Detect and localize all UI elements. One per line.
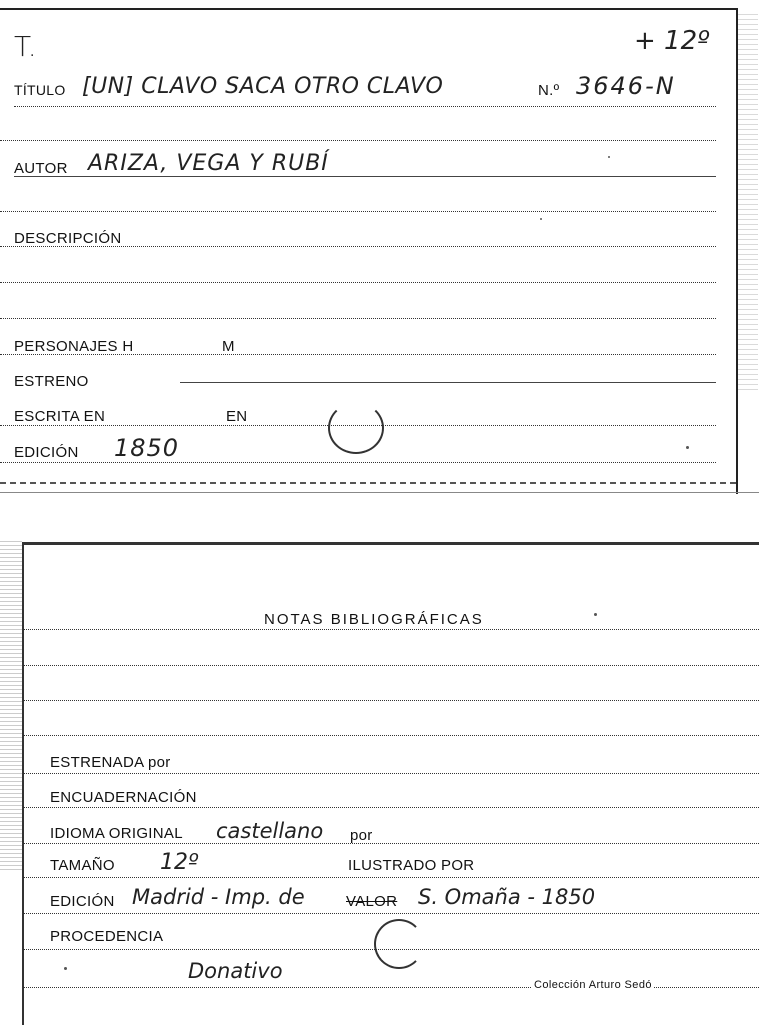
front-bottom-rule: [0, 492, 759, 493]
estrenada-rule: [24, 773, 759, 774]
idioma-label: IDIOMA ORIGINAL: [50, 825, 183, 842]
idioma-rule: [24, 843, 759, 844]
encuadernacion-rule: [24, 807, 759, 808]
edicion-b-value-b: S. Omaña - 1850: [418, 885, 596, 909]
autor-value: ARIZA, VEGA Y RUBÍ: [88, 151, 329, 176]
idioma-value: castellano: [216, 819, 324, 843]
edicion-rule: [0, 462, 716, 463]
library-stamp: [328, 402, 384, 454]
titulo-rule: [14, 106, 716, 107]
rule-b4: [24, 735, 759, 736]
corner-mark: + 12º: [634, 26, 710, 56]
personajes-rule: [0, 354, 716, 355]
speck: [686, 446, 689, 449]
personajes-m-label: M: [222, 338, 235, 355]
titulo-value: [UN] CLAVO SACA OTRO CLAVO: [82, 74, 444, 99]
rule-3: [0, 211, 716, 212]
scan-edge-noise: [738, 10, 758, 390]
collection-credit: Colección Arturo Sedó: [534, 979, 652, 991]
procedencia-value: Donativo: [188, 959, 283, 983]
rule-5: [0, 282, 716, 283]
rule-b2: [24, 665, 759, 666]
autor-label: AUTOR: [14, 160, 68, 177]
edicion-b-value-a: Madrid - Imp. de: [132, 885, 305, 909]
numero-label: N.º: [538, 82, 560, 99]
type-letter: T.: [14, 30, 37, 63]
rule-2: [0, 140, 716, 141]
personajes-label: PERSONAJES H: [14, 338, 134, 355]
notas-header: NOTAS BIBLIOGRÁFICAS: [264, 611, 484, 628]
front-bottom-edge: [0, 482, 736, 484]
library-stamp: [374, 919, 424, 969]
tamano-value: 12º: [160, 850, 199, 875]
catalog-card-front: [0, 8, 738, 494]
rule-6: [0, 318, 716, 319]
speck: [64, 967, 67, 970]
notas-rule: [24, 629, 759, 630]
encuadernacion-label: ENCUADERNACIÓN: [50, 789, 197, 806]
speck: [594, 613, 597, 616]
edicion-b-label: EDICIÓN: [50, 893, 115, 910]
numero-value: 3646-N: [576, 72, 676, 100]
speck: [540, 218, 542, 220]
valor-label: VALOR: [346, 893, 398, 910]
speck: [608, 156, 610, 158]
edicion-label: EDICIÓN: [14, 444, 79, 461]
estreno-rule: [180, 382, 716, 383]
scan-edge-noise: [0, 540, 22, 870]
escrita-label: ESCRITA EN: [14, 408, 106, 425]
titulo-label: TÍTULO: [14, 82, 66, 98]
descripcion-label: DESCRIPCIÓN: [14, 230, 122, 247]
procedencia-label: PROCEDENCIA: [50, 928, 164, 945]
tamano-rule: [24, 877, 759, 878]
autor-rule: [14, 176, 716, 177]
descripcion-rule: [0, 246, 716, 247]
catalog-card-back: [22, 542, 759, 1025]
en-label: EN: [226, 408, 248, 425]
edicion-b-rule: [24, 913, 759, 914]
tamano-label: TAMAÑO: [50, 857, 115, 874]
estrenada-label: ESTRENADA por: [50, 754, 171, 771]
ilustrado-label: ILUSTRADO POR: [348, 857, 475, 874]
edicion-value: 1850: [114, 434, 180, 462]
idioma-por-label: por: [350, 827, 373, 844]
estreno-label: ESTRENO: [14, 373, 89, 390]
rule-b3: [24, 700, 759, 701]
